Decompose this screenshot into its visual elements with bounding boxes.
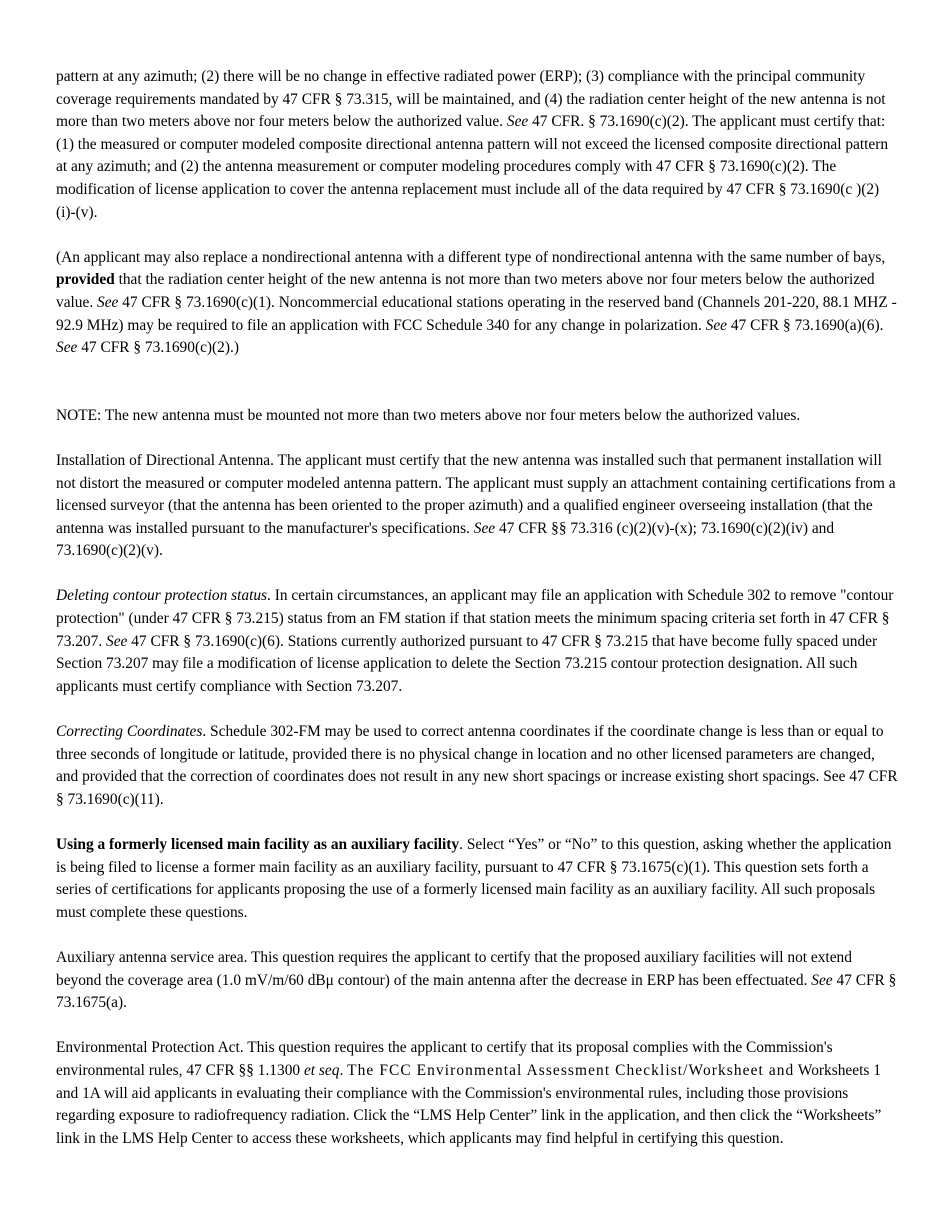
see-citation: See [473,519,496,537]
see-citation: See [705,316,728,334]
paragraph-nondirectional-replacement: (An applicant may also replace a nondirectional antenna with a different type of nondirectional antenna with the same number of bays, provided that the radiation center height of the new antenna is not more than two meters above nor four meters below the authorized value. See 47 CFR § 73.1690(c)(1). Noncommercial educational stations operating in the reserved band (Channels 201-220, 88.1 MHZ - 92.9 MHz) may be required to file an application with FCC Schedule 340 for any change in polarization. See 47 CFR § 73.1690(a)(6). See 47 CFR § 73.1690(c)(2).) [56,248,897,357]
spaced-text: The FCC Environmental Assessment Checklist/Worksheet and [347,1061,795,1079]
section-heading: Correcting Coordinates [56,723,203,741]
paragraph-correcting-coordinates: Correcting Coordinates. Schedule 302-FM may be used to correct antenna coordinates if the coordinate change is less than or equal to three seconds of longitude or latitude, provided there is no physical change in location and no other licensed parameters are changed, and provided that the correction of coordinates does not result in any new short spacings or increase existing short spacings. See 47 CFR § 73.1690(c)(11). [56,723,898,808]
paragraph-antenna-replacement: pattern at any azimuth; (2) there will be no change in effective radiated power (ERP); (3) compliance with the principal community coverage requirements mandated by 47 CFR § 73.315, will be maintained, and (4) the radiation center height of the new antenna is not more than two meters above nor four meters below the authorized value. See 47 CFR. § 73.1690(c)(2). The applicant must certify that: (1) the measured or computer modeled composite directional antenna pattern will not exceed the licensed composite directional pattern at any azimuth; and (2) the antenna measurement or computer modeling procedures comply with 47 CFR § 73.1690(c)(2). The modification of license application to cover the antenna replacement must include all of the data required by 47 CFR § 73.1690(c )(2)(i)-(v). [56,68,889,221]
see-citation: See [811,971,833,989]
paragraph-directional-installation: Installation of Directional Antenna. The applicant must certify that the new antenna was installed such that permanent installation will not distort the measured or computer modeled antenna pattern. The applicant must supply an attachment containing certifications from a licensed surveyor (that the antenna has been oriented to the proper azimuth) and a qualified engineer overseeing installation (that the antenna was installed pursuant to the manufacturer's specifications. See 47 CFR §§ 73.316 (c)(2)(v)-(x); 73.1690(c)(2)(iv) and 73.1690(c)(2)(v). [56,451,896,560]
section-heading: Using a formerly licensed main facility as an auxiliary facility [56,836,460,853]
paragraph-environmental-protection: Environmental Protection Act. This question requires the applicant to certify that its proposal complies with the Commission's environmental rules, 47 CFR §§ 1.1300 et seq. The FCC Environmental Assessment Checklist/Worksheet and Worksheets 1 and 1A will aid applicants in evaluating their compliance with the Commission's environmental rules, including those provisions regarding exposure to radiofrequency radiation. Click the “LMS Help Center” link in the application, and then click the “Worksheets” link in the LMS Help Center to access these worksheets, which applicants may find helpful in certifying this question. [56,1039,882,1147]
document-page [56,66,898,1173]
see-citation: See [106,632,128,650]
see-citation: See [506,113,529,131]
section-heading: Deleting contour protection status [56,587,268,605]
see-citation: See [56,339,78,357]
see-citation: See [97,293,119,311]
et-seq: et seq [303,1061,340,1079]
note-paragraph: NOTE: The new antenna must be mounted not more than two meters above nor four meters below the authorized values. [56,406,801,424]
provided-emphasis: provided [56,271,115,289]
paragraph-auxiliary-facility: Using a formerly licensed main facility as an auxiliary facility. Select “Yes” or “No” to this question, asking whether the application is being filed to license a former main facility as an auxiliary facility, pursuant to 47 CFR § 73.1675(c)(1). This question sets forth a series of certifications for applicants proposing the use of a formerly licensed main facility as an auxiliary facility. All such proposals must complete these questions. [56,836,892,921]
paragraph-contour-protection: Deleting contour protection status. In certain circumstances, an applicant may file an application with Schedule 302 to remove "contour protection" (under 47 CFR § 73.215) status from an FM station if that station meets the minimum spacing criteria set forth in 47 CFR § 73.207. See 47 CFR § 73.1690(c)(6). Stations currently authorized pursuant to 47 CFR § 73.215 that have become fully spaced under Section 73.207 may file a modification of license application to delete the Section 73.215 contour protection designation. All such applicants must certify compliance with Section 73.207. [56,587,894,695]
paragraph-auxiliary-service-area: Auxiliary antenna service area. This question requires the applicant to certify that the proposed auxiliary facilities will not extend beyond the coverage area (1.0 mV/m/60 dBμ contour) of the main antenna after the decrease in ERP has been effectuated. See 47 CFR § 73.1675(a). [56,948,897,1012]
